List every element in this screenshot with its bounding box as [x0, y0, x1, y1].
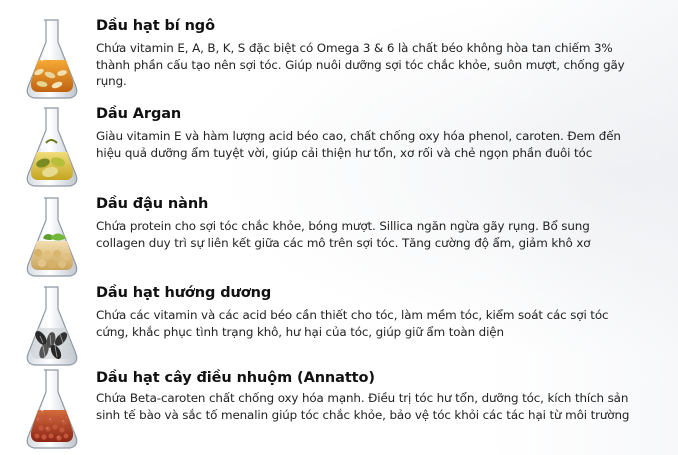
oil-title: Dầu hạt bí ngô [96, 18, 215, 34]
oil-title: Dầu Argan [96, 106, 182, 122]
oil-item-annatto-seed [0, 368, 678, 452]
oil-item-argan [0, 106, 678, 190]
oil-description: Chứa Beta-caroten chất chống oxy hóa mạnh. Điều trị tóc hư tổn, dưỡng tóc, kích thích sản sinh tế bào và sắc tố menalin giúp tóc chắc khỏe, bảo vệ tóc khỏi các tác hại từ môi trường [96, 391, 630, 422]
oil-description: Chứa vitamin E, A, B, K, S đặc biệt có Omega 3 & 6 là chất béo không hòa tan chiếm 3% thành phần cấu tạo nên sợi tóc. Giúp nuôi dưỡng sợi tóc chắc khỏe, suôn mượt, chống gãy rụng. [96, 41, 625, 88]
argan-oil-flask-icon [20, 106, 84, 190]
oil-item-soybean [0, 196, 678, 280]
pumpkin-seed-oil-flask-icon [20, 18, 84, 102]
sunflower-seed-oil-flask-icon [20, 285, 84, 369]
oil-title: Dầu hạt cây điều nhuộm (Annatto) [96, 370, 375, 386]
oil-description: Giàu vitamin E và hàm lượng acid béo cao, chất chống oxy hóa phenol, caroten. Đem đến hiệu quả dưỡng ẩm tuyệt vời, giúp cải thiện hư tổn, xơ rối và chẻ ngọn phần đuôi tóc [96, 129, 621, 160]
oil-description: Chứa các vitamin và các acid béo cần thiết cho tóc, làm mềm tóc, kiểm soát các sợi tóc cứng, khắc phục tình trạng khô, hư hại của tóc, giúp giữ ẩm toàn diện [96, 308, 609, 339]
oil-item-sunflower-seed [0, 285, 678, 369]
oil-title: Dầu hạt hướng dương [96, 285, 272, 301]
oil-title: Dầu đậu nành [96, 196, 209, 212]
soybean-oil-flask-icon [20, 196, 84, 280]
annatto-seed-oil-flask-icon [20, 368, 84, 452]
oil-item-pumpkin-seed [0, 18, 678, 102]
oil-description: Chứa protein cho sợi tóc chắc khỏe, bóng mượt. Sillica ngăn ngừa gãy rụng. Bổ sung collagen duy trì sự liên kết giữa các mô trên sợi tóc. Tăng cường độ ẩm, giảm khô xơ [96, 219, 591, 250]
